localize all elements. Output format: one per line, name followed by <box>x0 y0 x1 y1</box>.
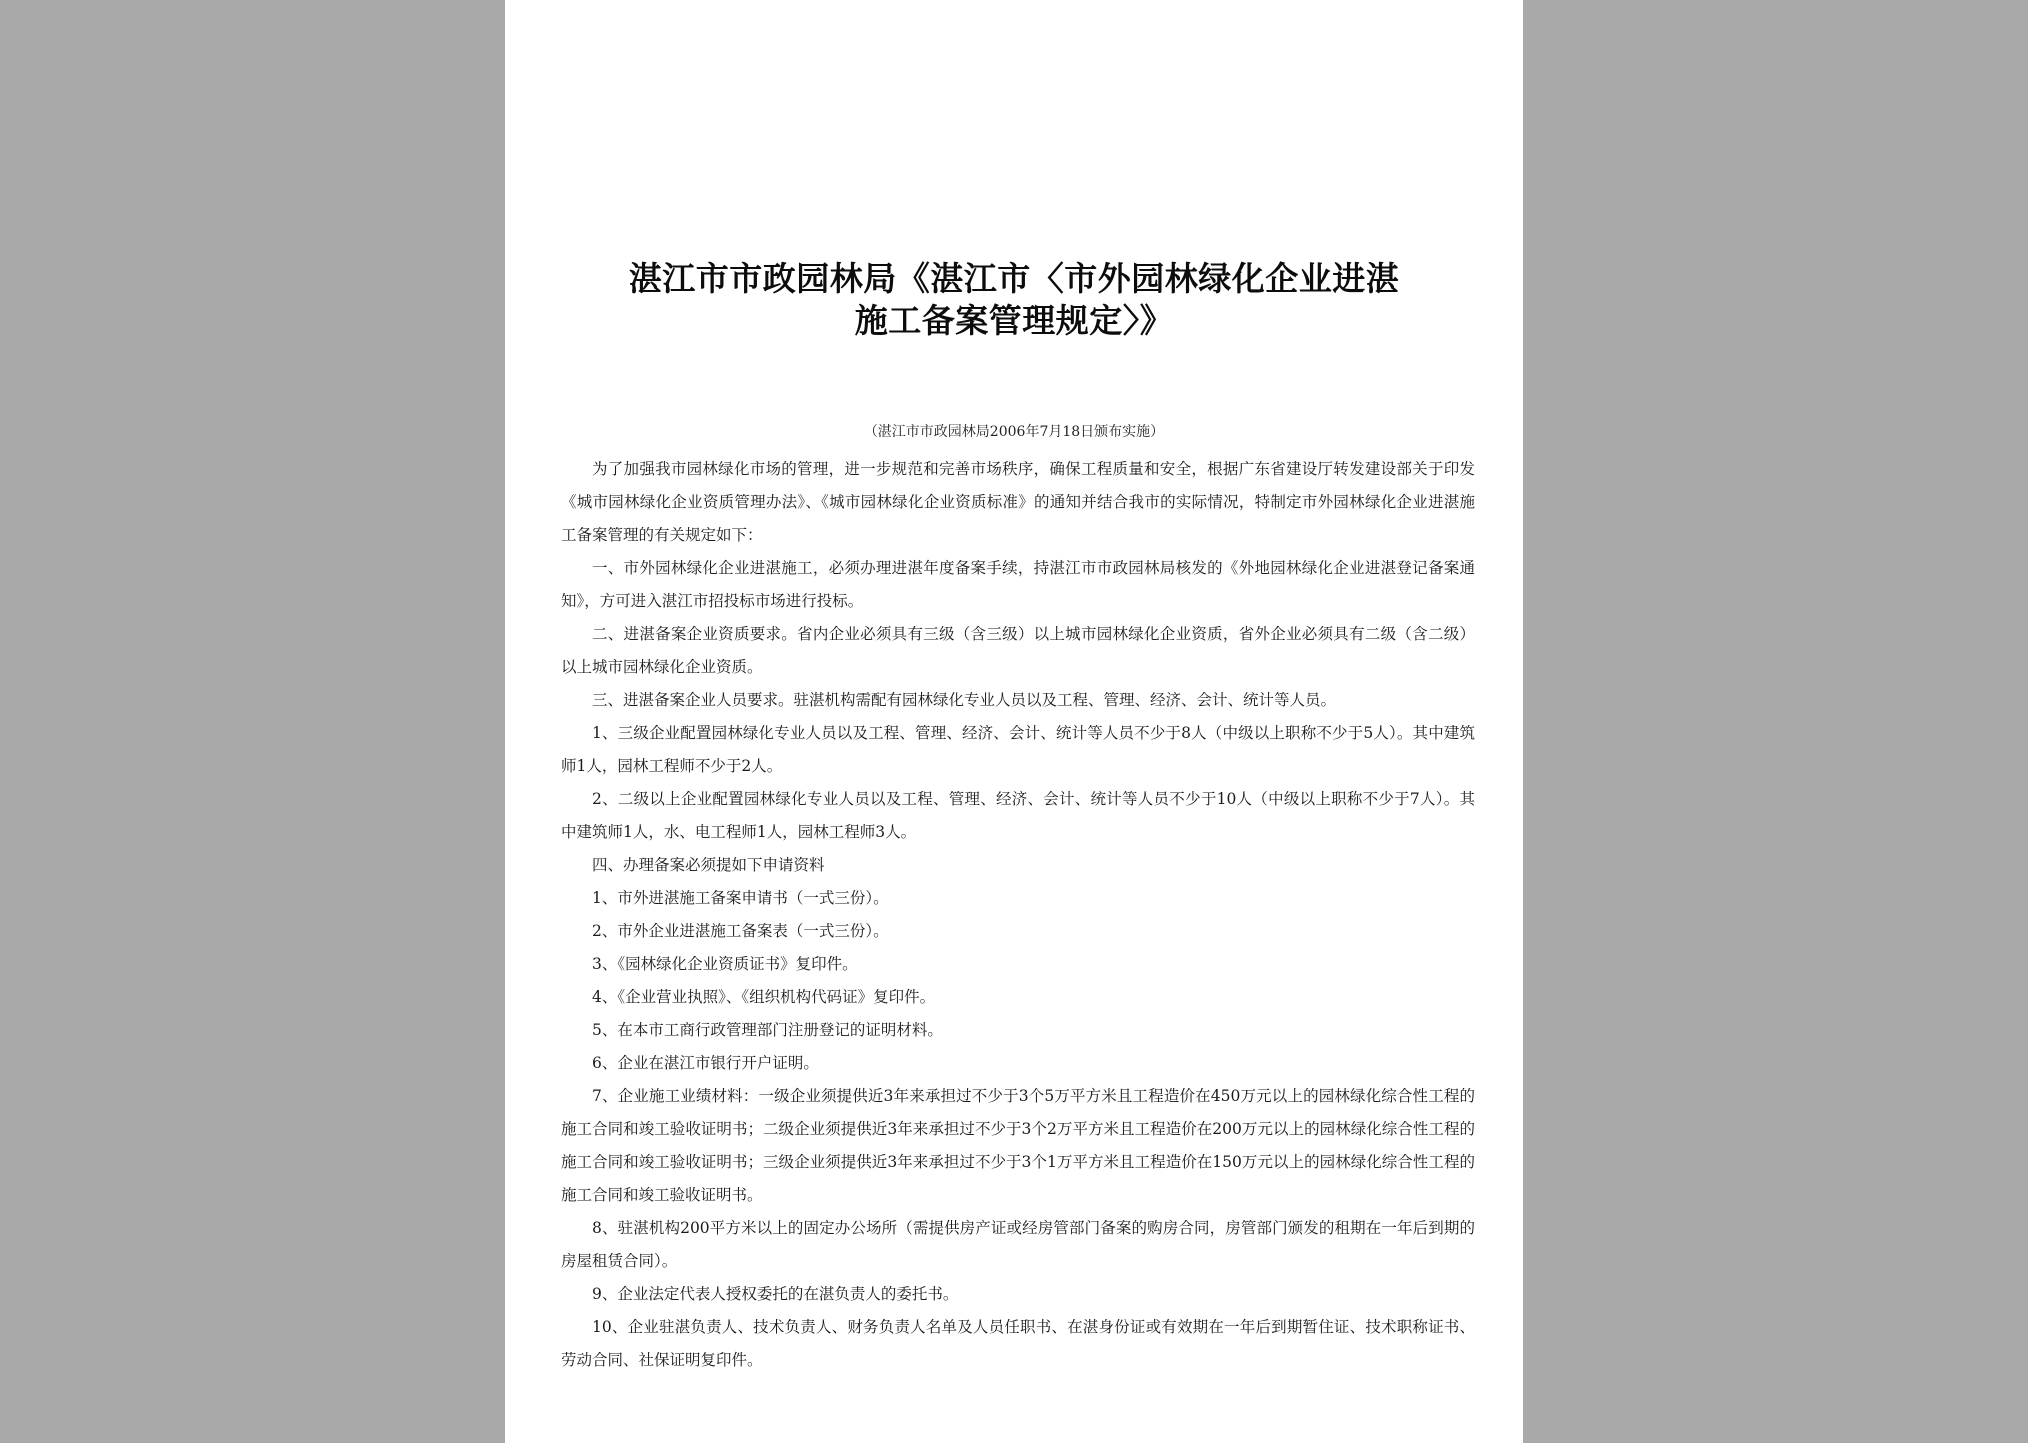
paragraph: 5、在本市工商行政管理部门注册登记的证明材料。 <box>592 1021 943 1039</box>
document-page <box>505 0 1523 1443</box>
paragraph: 1、市外进湛施工备案申请书（一式三份）。 <box>592 889 889 907</box>
paragraph: 9、企业法定代表人授权委托的在湛负责人的委托书。 <box>592 1285 959 1303</box>
paragraph: 为了加强我市园林绿化市场的管理，进一步规范和完善市场秩序，确保工程质量和安全，根据广东省建设厅转发建设部关于印发《城市园林绿化企业资质管理办法》、《城市园林绿化企业资质标准》的通知并结合我市的实际情况，特制定市外园林绿化企业进湛施工备案管理的有关规定如下： <box>561 460 1475 544</box>
paragraph: 4、《企业营业执照》、《组织机构代码证》复印件。 <box>592 988 936 1006</box>
title-line: 湛江市市政园林局《湛江市〈市外园林绿化企业进湛 <box>628 259 1400 298</box>
paragraph: 1、三级企业配置园林绿化专业人员以及工程、管理、经济、会计、统计等人员不少于8人（中级以上职称不少于5人）。其中建筑师1人，园林工程师不少于2人。 <box>561 724 1475 775</box>
paragraph: 6、企业在湛江市银行开户证明。 <box>592 1054 819 1072</box>
document-body <box>561 453 1475 1377</box>
document-title <box>505 258 1523 342</box>
paragraph: 三、进湛备案企业人员要求。驻湛机构需配有园林绿化专业人员以及工程、管理、经济、会计、统计等人员。 <box>592 691 1337 709</box>
paragraph: 10、企业驻湛负责人、技术负责人、财务负责人名单及人员任职书、在湛身份证或有效期在一年后到期暂住证、技术职称证书、劳动合同、社保证明复印件。 <box>561 1318 1475 1369</box>
paragraph: 二、进湛备案企业资质要求。省内企业必须具有三级（含三级）以上城市园林绿化企业资质，省外企业必须具有二级（含二级）以上城市园林绿化企业资质。 <box>561 625 1475 676</box>
paragraph: 7、企业施工业绩材料：一级企业须提供近3年来承担过不少于3个5万平方米且工程造价在450万元以上的园林绿化综合性工程的施工合同和竣工验收证明书；二级企业须提供近3年来承担过不少于3个2万平方米且工程造价在200万元以上的园林绿化综合性工程的施工合同和竣工验收证明书；三级企业须提供近3年来承担过不少于3个1万平方米且工程造价在150万元以上的园林绿化综合性工程的施工合同和竣工验收证明书。 <box>561 1087 1475 1204</box>
paragraph: 四、办理备案必须提如下申请资料 <box>592 856 825 874</box>
paragraph: 2、市外企业进湛施工备案表（一式三份）。 <box>592 922 889 940</box>
paragraph: 2、二级以上企业配置园林绿化专业人员以及工程、管理、经济、会计、统计等人员不少于10人（中级以上职称不少于7人）。其中建筑师1人，水、电工程师1人，园林工程师3人。 <box>561 790 1475 841</box>
paragraph: 一、市外园林绿化企业进湛施工，必须办理进湛年度备案手续，持湛江市市政园林局核发的《外地园林绿化企业进湛登记备案通知》，方可进入湛江市招投标市场进行投标。 <box>561 559 1475 610</box>
title-line: 施工备案管理规定〉》 <box>854 301 1174 340</box>
issue-note: （湛江市市政园林局2006年7月18日颁布实施） <box>863 424 1165 440</box>
paragraph: 8、驻湛机构200平方米以上的固定办公场所（需提供房产证或经房管部门备案的购房合同，房管部门颁发的租期在一年后到期的房屋租赁合同）。 <box>561 1219 1475 1270</box>
paragraph: 3、《园林绿化企业资质证书》复印件。 <box>592 955 858 973</box>
